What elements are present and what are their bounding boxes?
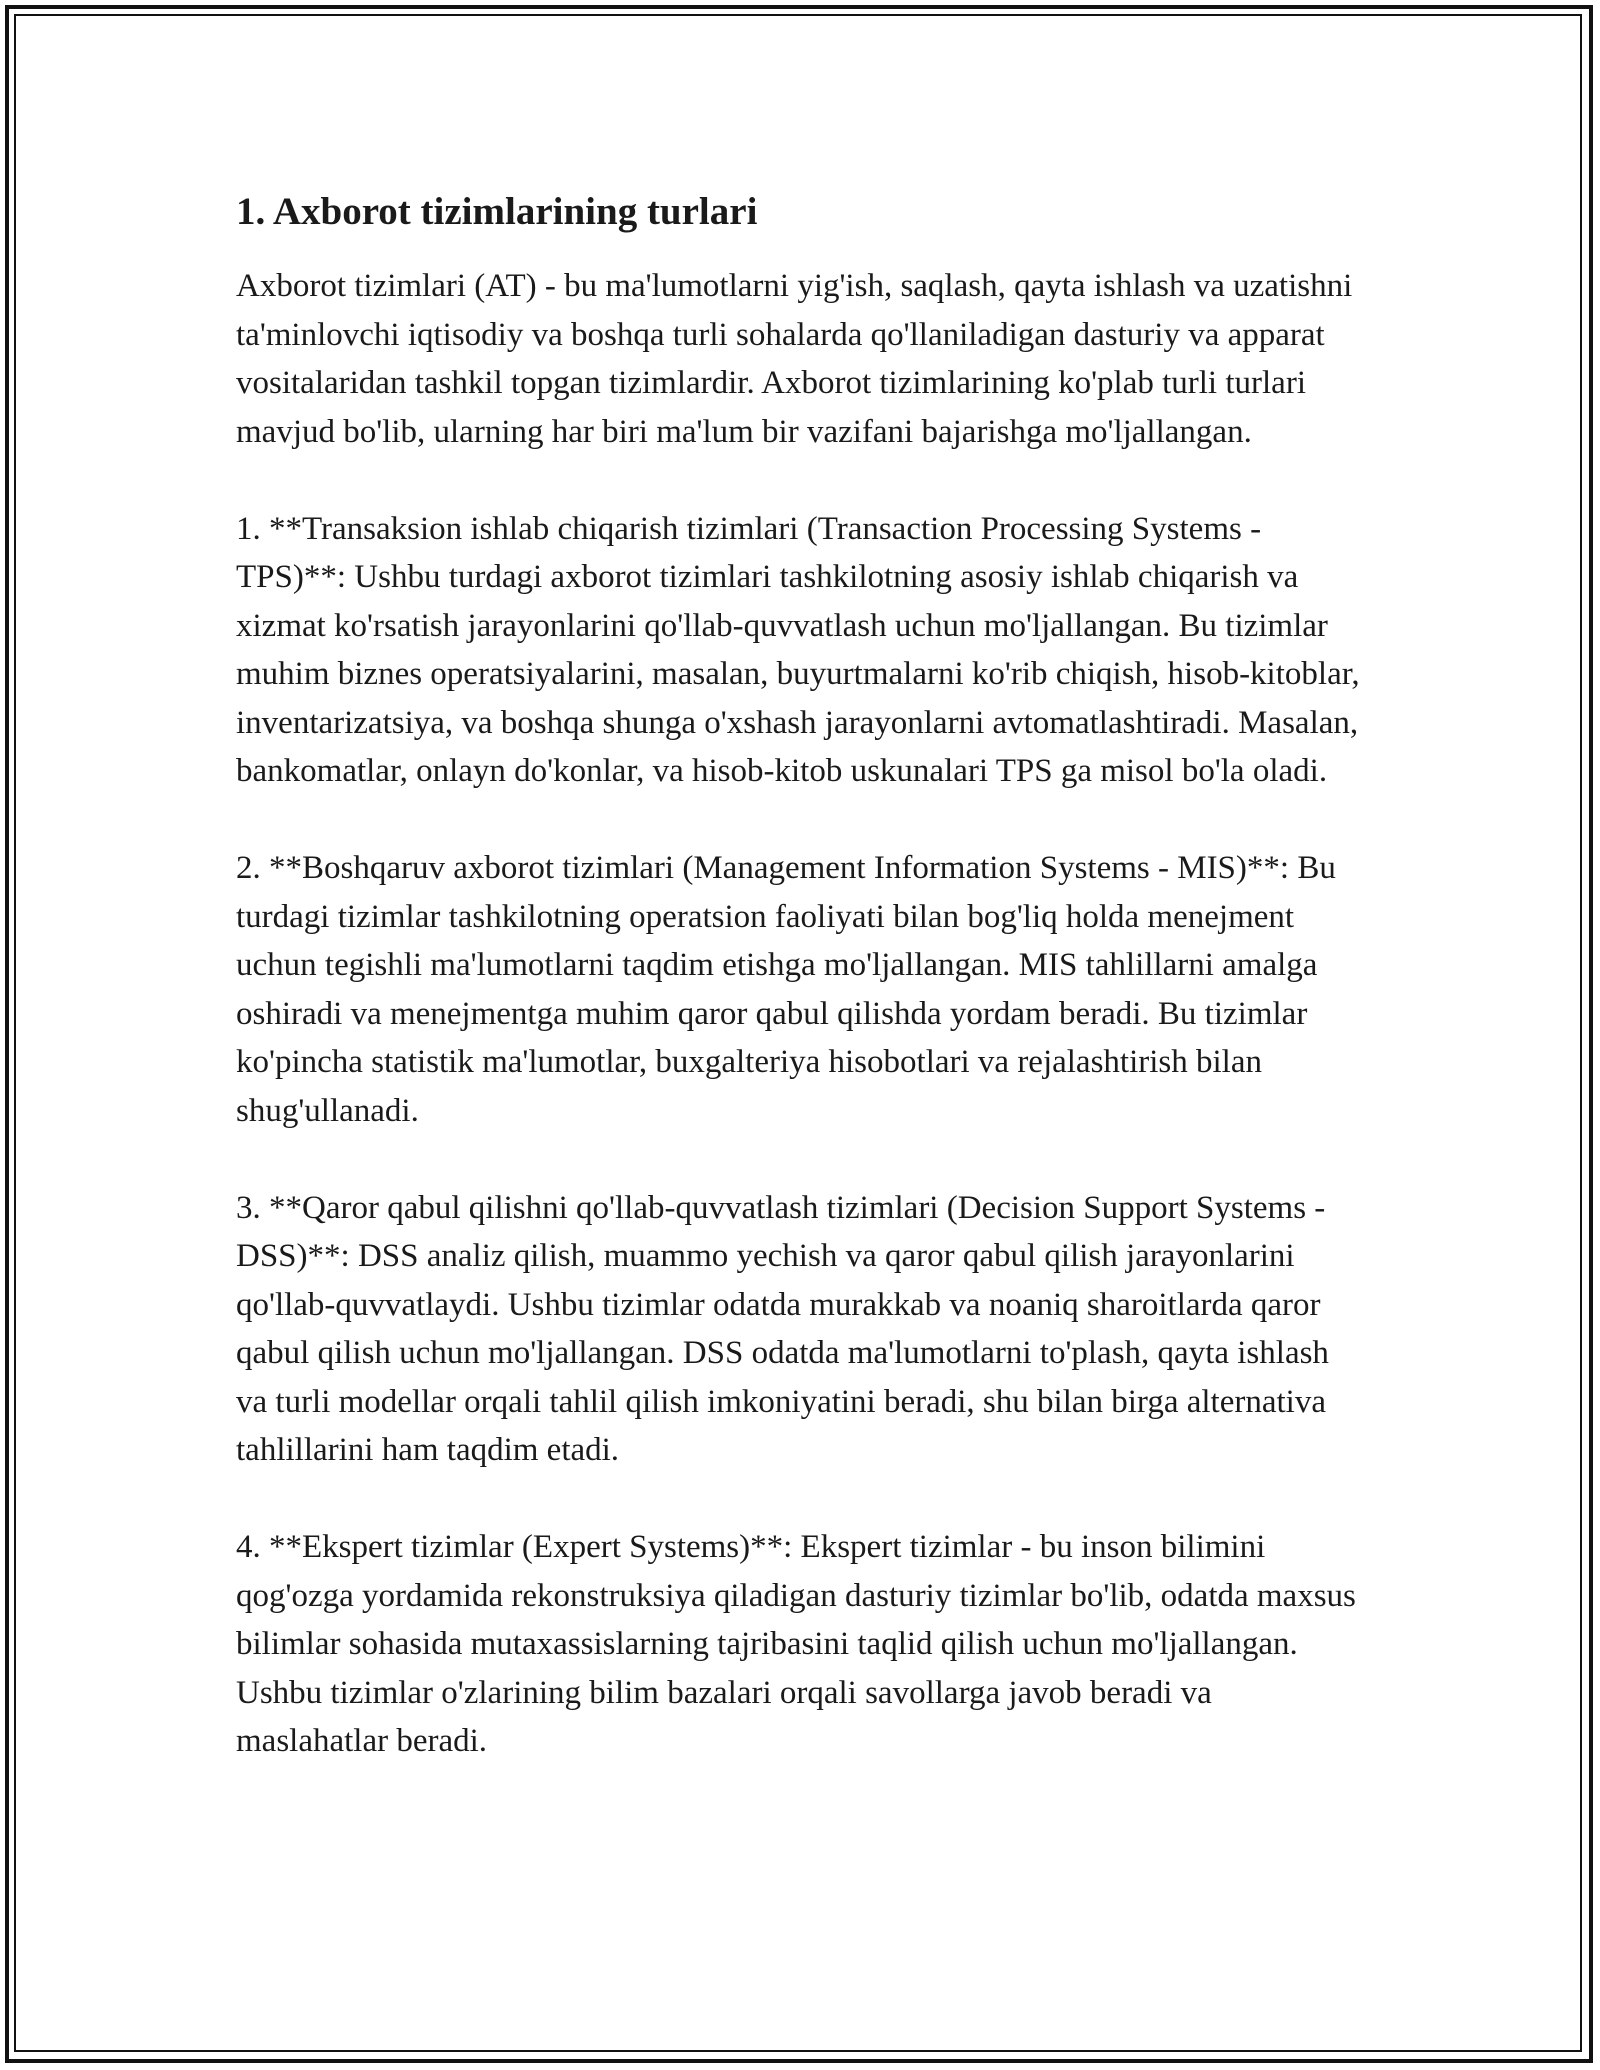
list-item-dss: 3. **Qaror qabul qilishni qo'llab-quvvatlash tizimlari (Decision Support Systems - DSS)**: DSS analiz qilish, muammo yechish va qaror qabul qilish jarayonlarini qo'llab-quvvatlaydi. Ushbu tizimlar odatda murakkab va noaniq sharoitlarda qaror qabul qilish uchun mo'ljallangan. DSS odatda ma'lumotlarni to'plash, qayta ishlash va turli modellar orqali tahlil qilish imkoniyatini beradi, shu bilan birga alternativa tahlillarini ham taqdim etadi.: [236, 1189, 1329, 1468]
intro-paragraph: Axborot tizimlari (AT) - bu ma'lumotlarni yig'ish, saqlash, qayta ishlash va uzatishni ta'minlovchi iqtisodiy va boshqa turli sohalarda qo'llaniladigan dasturiy va apparat vositalaridan tashkil topgan tizimlardir. Axborot tizimlarining ko'plab turli turlari mavjud bo'lib, ularning har biri ma'lum bir vazifani bajarishga mo'ljallangan.: [236, 268, 1353, 450]
list-item-tps: 1. **Transaksion ishlab chiqarish tizimlari (Transaction Processing Systems - TPS)**: Ushbu turdagi axborot tizimlari tashkilotning asosiy ishlab chiqarish va xizmat ko'rsatish jarayonlarini qo'llab-quvvatlash uchun mo'ljallangan. Bu tizimlar muhim biznes operatsiyalarini, masalan, buyurtmalarni ko'rib chiqish, hisob-kitoblar, inventarizatsiya, va boshqa shunga o'xshash jarayonlarni avtomatlashtiradi. Masalan, bankomatlar, onlayn do'konlar, va hisob-kitob uskunalari TPS ga misol bo'la oladi.: [236, 510, 1360, 789]
document-body: [236, 186, 1366, 1814]
list-item-mis: 2. **Boshqaruv axborot tizimlari (Management Information Systems - MIS)**: Bu turdagi tizimlar tashkilotning operatsion faoliyati bilan bog'liq holda menejment uchun tegishli ma'lumotlarni taqdim etishga mo'ljallangan. MIS tahlillarni amalga oshiradi va menejmentga muhim qaror qabul qilishda yordam beradi. Bu tizimlar ko'pincha statistik ma'lumotlar, buxgalteriya hisobotlari va rejalashtirish bilan shug'ullanadi.: [236, 850, 1336, 1129]
list-item-expert-systems: 4. **Ekspert tizimlar (Expert Systems)**: Ekspert tizimlar - bu inson bilimini qog'ozga yordamida rekonstruksiya qiladigan dasturiy tizimlar bo'lib, odatda maxsus bilimlar sohasida mutaxassislarning tajribasini taqlid qilish uchun mo'ljallangan. Ushbu tizimlar o'zlarining bilim bazalari orqali savollarga javob beradi va maslahatlar beradi.: [236, 1529, 1356, 1759]
page-title: 1. Axborot tizimlarining turlari: [236, 190, 758, 233]
